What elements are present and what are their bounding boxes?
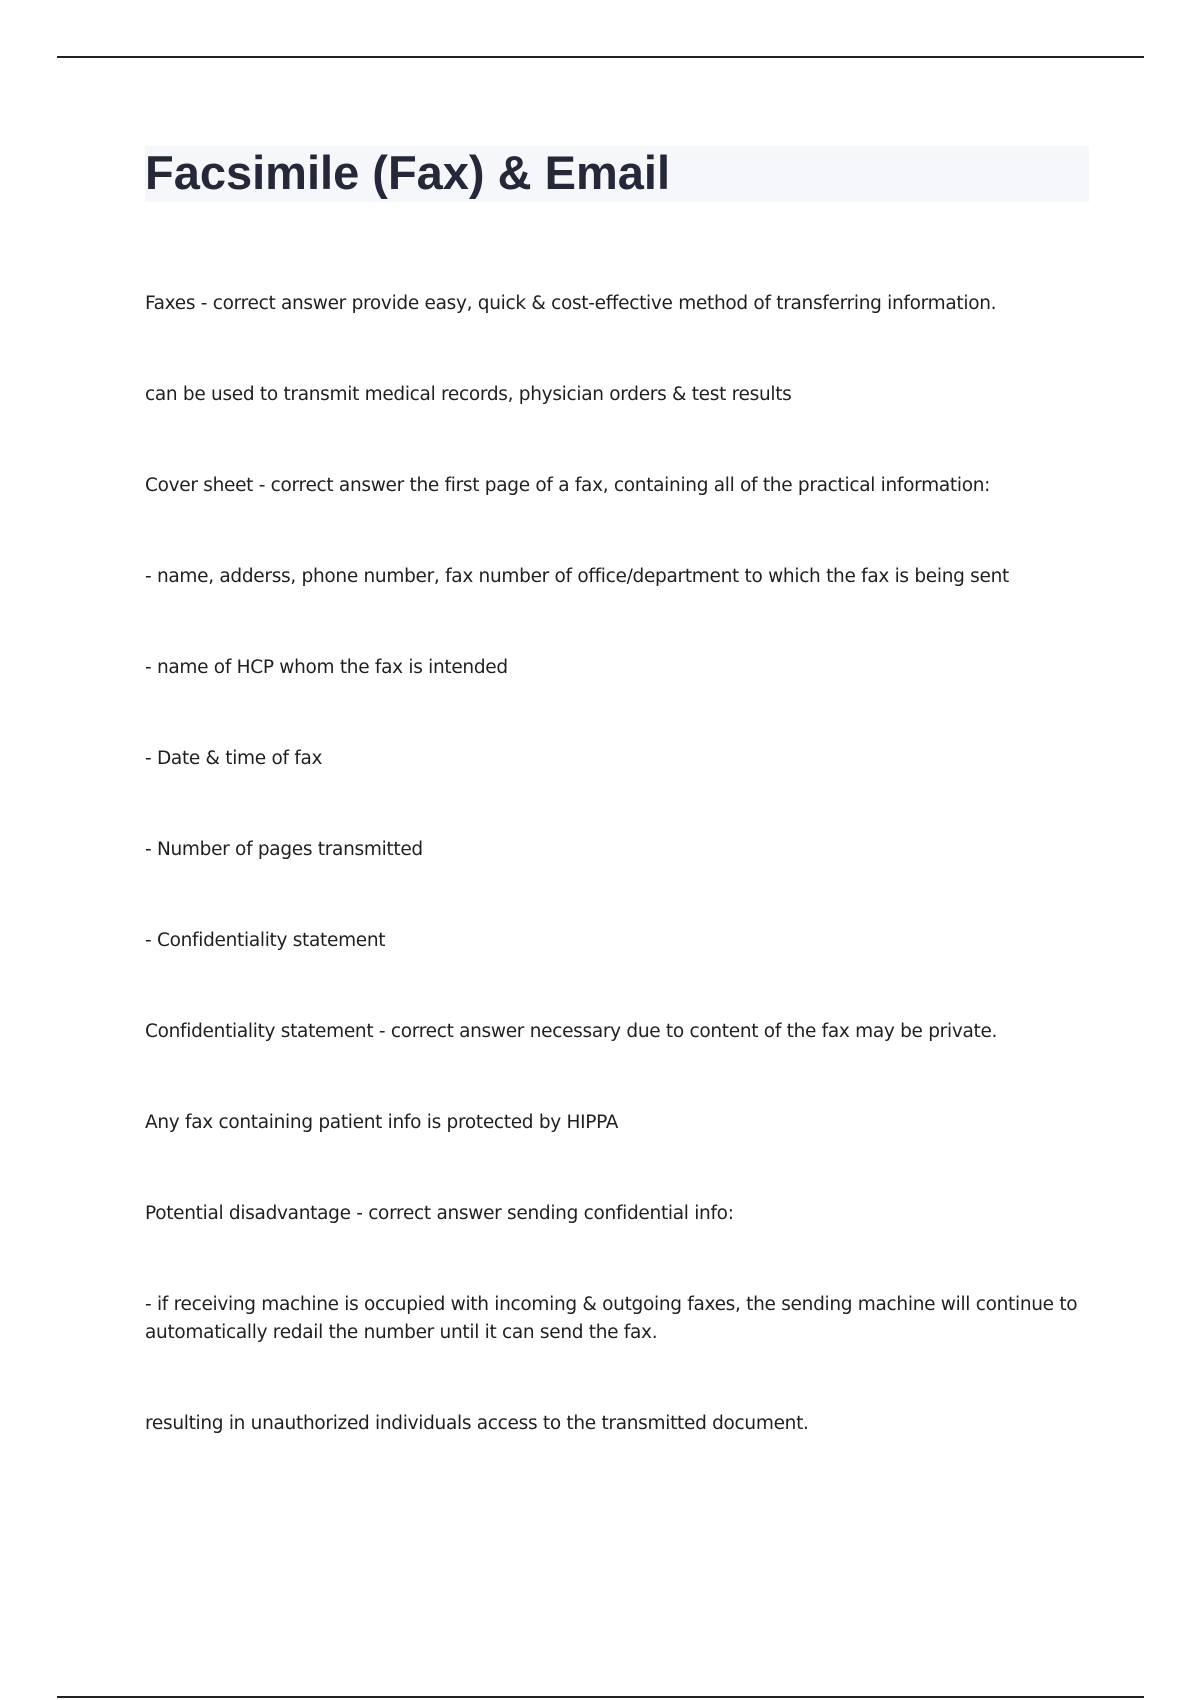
- paragraph-hippa: Any fax containing patient info is protected by HIPPA: [145, 1112, 619, 1133]
- paragraph-unauthorized-access: resulting in unauthorized individuals access to the transmitted document.: [145, 1413, 809, 1434]
- page-title: Facsimile (Fax) & Email: [145, 146, 671, 199]
- paragraph-faxes: Faxes - correct answer provide easy, quick & cost-effective method of transferring information.: [145, 293, 997, 314]
- paragraph-potential-disadvantage: Potential disadvantage - correct answer sending confidential info:: [145, 1203, 734, 1224]
- list-item-redial: - if receiving machine is occupied with incoming & outgoing faxes, the sending machine will continue to automatically redail the number until it can send the fax.: [145, 1294, 1078, 1343]
- paragraph-fax-uses: can be used to transmit medical records, physician orders & test results: [145, 384, 792, 405]
- paragraph-cover-sheet: Cover sheet - correct answer the first page of a fax, containing all of the practical information:: [145, 475, 991, 496]
- document-body: [145, 290, 1090, 1501]
- list-item-hcp-name: - name of HCP whom the fax is intended: [145, 657, 508, 678]
- bottom-rule: [57, 1696, 1144, 1698]
- paragraph-confidentiality-statement: Confidentiality statement - correct answer necessary due to content of the fax may be private.: [145, 1021, 998, 1042]
- list-item-confidentiality: - Confidentiality statement: [145, 930, 386, 951]
- list-item-page-count: - Number of pages transmitted: [145, 839, 423, 860]
- list-item-recipient-details: - name, adderss, phone number, fax number of office/department to which the fax is being sent: [145, 566, 1009, 587]
- top-rule: [57, 56, 1144, 58]
- list-item-date-time: - Date & time of fax: [145, 748, 323, 769]
